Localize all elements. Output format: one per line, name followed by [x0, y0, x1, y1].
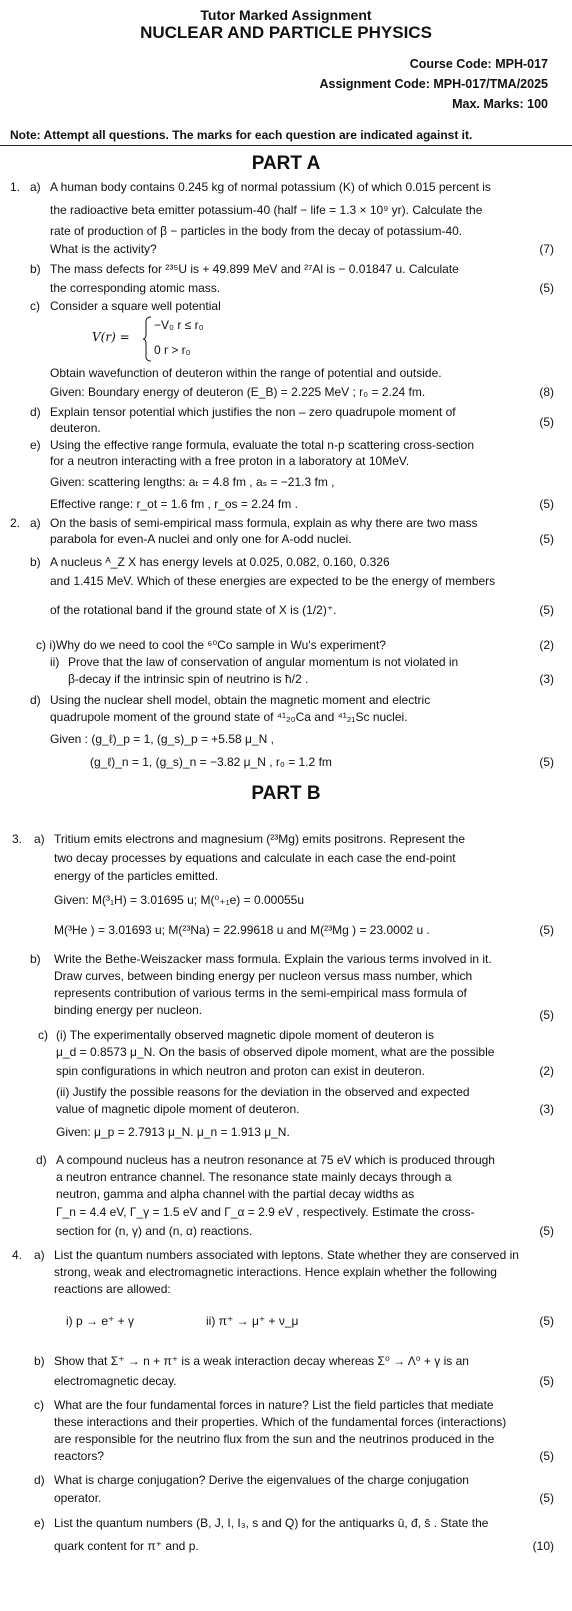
- q1d-line1: Explain tensor potential which justifies the non – zero quadrupole moment of: [50, 405, 456, 419]
- q1b-label: b): [30, 262, 41, 276]
- q3a-line3: energy of the particles emitted.: [54, 869, 219, 883]
- tma-heading: Tutor Marked Assignment: [200, 7, 372, 23]
- q3d-line4: Γ_n = 4.4 eV, Γ_γ = 1.5 eV and Γ_α = 2.9 eV , respectively. Estimate the cross-: [56, 1205, 475, 1219]
- q3b-line1: Write the Bethe-Weiszacker mass formula. Explain the various terms involved in it.: [54, 952, 492, 966]
- q4b-marks: (5): [539, 1374, 554, 1388]
- q4c-marks: (5): [539, 1449, 554, 1463]
- q3b-label: b): [30, 952, 41, 966]
- q3d-line3: neutron, gamma and alpha channel with the partial decay widths as: [56, 1187, 415, 1201]
- q1a-marks: (7): [539, 242, 554, 256]
- q2ci-line: c) i)Why do we need to cool the ⁶⁰Co sample in Wu's experiment?: [36, 638, 386, 652]
- q4a-line2: strong, weak and electromagnetic interactions. Hence explain whether the following: [54, 1265, 497, 1279]
- part-b-heading: PART B: [251, 783, 321, 804]
- q3c-label: c): [38, 1028, 48, 1042]
- q4e-marks: (10): [532, 1539, 554, 1553]
- q2b-marks: (5): [539, 603, 554, 617]
- q4a-marks: (5): [539, 1314, 554, 1328]
- q3d-marks: (5): [539, 1224, 554, 1238]
- q1-number: 1.: [10, 180, 21, 194]
- q2a-line2: parabola for even-A nuclei and only one for A-odd nuclei.: [50, 532, 352, 546]
- q4e-line1: List the quantum numbers (B, J, I, I₃, s and Q) for the antiquarks ū, đ, s̄ . State the: [54, 1516, 489, 1530]
- part-a-heading: PART A: [251, 153, 321, 174]
- q3ci-line2: μ_d = 0.8573 μ_N. On the basis of observed dipole moment, what are the possible: [56, 1045, 495, 1059]
- q1e-line2: for a neutron interacting with a free proton in a laboratory at 10MeV.: [50, 454, 410, 468]
- q4b-line2: electromagnetic decay.: [54, 1374, 177, 1388]
- q1c-marks: (8): [539, 385, 554, 399]
- q3-number: 3.: [12, 832, 23, 846]
- q1c-brace: [142, 316, 152, 362]
- q3ci-marks: (2): [539, 1064, 554, 1078]
- q1e-line1: Using the effective range formula, evaluate the total n-p scattering cross-section: [50, 438, 475, 452]
- q2a-marks: (5): [539, 532, 554, 546]
- q4d-marks: (5): [539, 1491, 554, 1505]
- q1b-marks: (5): [539, 281, 554, 295]
- q2cii-line2: β-decay if the intrinsic spin of neutrino is ħ/2 .: [68, 672, 309, 686]
- max-marks: Max. Marks: 100: [452, 97, 548, 111]
- q1a-label: a): [30, 180, 41, 194]
- q4e-label: e): [34, 1516, 45, 1530]
- q3d-line2: a neutron entrance channel. The resonance state mainly decays through a: [56, 1170, 452, 1184]
- q2b-label: b): [30, 555, 41, 569]
- q3a-marks: (5): [539, 923, 554, 937]
- q2cii-line1: Prove that the law of conservation of angular momentum is not violated in: [68, 655, 459, 669]
- q1e-label: e): [30, 438, 41, 452]
- q1c-case1: −V₀ r ≤ r₀: [154, 318, 204, 332]
- q1a-line3: rate of production of β − particles in the body from the decay of potassium-40.: [50, 224, 463, 238]
- q2b-line2: and 1.415 MeV. Which of these energies are expected to be the energy of members: [50, 574, 496, 588]
- q1b-line2: the corresponding atomic mass.: [50, 281, 221, 295]
- q3b-line3: represents contribution of various terms in the semi-empirical mass formula of: [54, 986, 467, 1000]
- q1d-label: d): [30, 405, 41, 419]
- q4b-line1: Show that Σ⁺ → n + π⁺ is a weak interaction decay whereas Σ⁰ → Λ⁰ + γ is an: [54, 1354, 469, 1368]
- q2d-line4: (g_ℓ)_n = 1, (g_s)_n = −3.82 μ_N , r₀ = 1.2 fm: [90, 755, 332, 769]
- q2cii-label: ii): [50, 655, 60, 669]
- q1b-line1: The mass defects for ²³⁵U is + 49.899 MeV and ²⁷Al is − 0.01847 u. Calculate: [50, 262, 459, 276]
- q4d-line2: operator.: [54, 1491, 102, 1505]
- q3a-line4: Given: M(³₁H) = 3.01695 u; M(⁰₊₁e) = 0.00055u: [54, 893, 305, 907]
- q4b-label: b): [34, 1354, 45, 1368]
- course-code: Course Code: MPH-017: [409, 57, 548, 71]
- header-divider: [0, 145, 572, 146]
- q1d-marks: (5): [539, 415, 554, 429]
- q1c-label: c): [30, 299, 40, 313]
- q1d-line2: deuteron.: [50, 421, 101, 435]
- q2d-line3: Given : (g_ℓ)_p = 1, (g_s)_p = +5.58 μ_N ,: [50, 732, 274, 746]
- q4c-line1: What are the four fundamental forces in nature? List the field particles that mediate: [54, 1398, 494, 1412]
- q3ci-line3: spin configurations in which neutron and proton can exist in deuteron.: [56, 1064, 425, 1078]
- q1e-line4: Effective range: r_ot = 1.6 fm , r_os = 2.24 fm .: [50, 497, 298, 511]
- q3ci-line1: (i) The experimentally observed magnetic dipole moment of deuteron is: [56, 1028, 434, 1042]
- q4d-label: d): [34, 1473, 45, 1487]
- q3a-label: a): [34, 832, 45, 846]
- q2-number: 2.: [10, 516, 21, 530]
- q3a-line2: two decay processes by equations and calculate in each case the end-point: [54, 851, 456, 865]
- q1c-line3: Given: Boundary energy of deuteron (E_B) = 2.225 MeV ; r₀ = 2.24 fm.: [50, 385, 426, 399]
- q3a-line5: M(³He ) = 3.01693 u; M(²³Na) = 22.99618 u and M(²³Mg ) = 23.0002 u .: [54, 923, 430, 937]
- q2d-line2: quadrupole moment of the ground state of ⁴¹₂₀Ca and ⁴¹₂₁Sc nuclei.: [50, 710, 408, 724]
- q4c-line2: these interactions and their properties. Which of the fundamental forces (interactions): [54, 1415, 507, 1429]
- q2b-line1: A nucleus ᴬ_Z X has energy levels at 0.025, 0.082, 0.160, 0.326: [50, 555, 390, 569]
- q4d-line1: What is charge conjugation? Derive the eigenvalues of the charge conjugation: [54, 1473, 469, 1487]
- q4a-reaction2: ii) π⁺ → μ⁺ + ν_μ: [206, 1314, 299, 1328]
- q3b-marks: (5): [539, 1008, 554, 1022]
- q2ci-marks: (2): [539, 638, 554, 652]
- q1e-line3: Given: scattering lengths: aₜ = 4.8 fm , aₛ = −21.3 fm ,: [50, 475, 335, 489]
- q1c-line1: Consider a square well potential: [50, 299, 221, 313]
- q4a-reaction1: i) p → e⁺ + γ: [66, 1314, 135, 1328]
- q4a-line3: reactions are allowed:: [54, 1282, 171, 1296]
- instructions-note: Note: Attempt all questions. The marks for each question are indicated against it.: [10, 128, 473, 142]
- q4c-label: c): [34, 1398, 44, 1412]
- q4c-line3: are responsible for the neutrino flux from the sun and the neutrinos produced in the: [54, 1432, 495, 1446]
- q3d-label: d): [36, 1153, 47, 1167]
- q3c-given: Given: μ_p = 2.7913 μ_N. μ_n = 1.913 μ_N.: [56, 1125, 290, 1139]
- q1c-case2: 0 r > r₀: [154, 343, 191, 357]
- assignment-code: Assignment Code: MPH-017/TMA/2025: [319, 77, 548, 91]
- q3a-line1: Tritium emits electrons and magnesium (²³Mg) emits positrons. Represent the: [54, 832, 466, 846]
- q3cii-line1: (ii) Justify the possible reasons for the deviation in the observed and expected: [56, 1085, 470, 1099]
- q1a-line4: What is the activity?: [50, 242, 157, 256]
- q4-number: 4.: [12, 1248, 23, 1262]
- q3d-line1: A compound nucleus has a neutron resonance at 75 eV which is produced through: [56, 1153, 495, 1167]
- q1c-potential-label: V(r) =: [92, 330, 130, 344]
- q1a-line2: the radioactive beta emitter potassium-40 (half − life = 1.3 × 10⁹ yr). Calculate the: [50, 203, 483, 217]
- q3b-line2: Draw curves, between binding energy per nucleon versus mass number, which: [54, 969, 473, 983]
- q4e-line2: quark content for π⁺ and p.: [54, 1539, 199, 1553]
- q3d-line5: section for (n, γ) and (n, α) reactions.: [56, 1224, 253, 1238]
- q2d-label: d): [30, 693, 41, 707]
- q2a-line1: On the basis of semi-empirical mass formula, explain as why there are two mass: [50, 516, 478, 530]
- course-title: NUCLEAR AND PARTICLE PHYSICS: [140, 23, 432, 42]
- q1c-line2: Obtain wavefunction of deuteron within the range of potential and outside.: [50, 366, 442, 380]
- q4c-line4: reactors?: [54, 1449, 105, 1463]
- q2d-line1: Using the nuclear shell model, obtain the magnetic moment and electric: [50, 693, 431, 707]
- q2cii-marks: (3): [539, 672, 554, 686]
- q2b-line3: of the rotational band if the ground state of X is (1/2)⁺.: [50, 603, 337, 617]
- q4a-label: a): [34, 1248, 45, 1262]
- q1a-line1: A human body contains 0.245 kg of normal potassium (K) of which 0.015 percent is: [50, 180, 491, 194]
- q2d-marks: (5): [539, 755, 554, 769]
- q1e-marks: (5): [539, 497, 554, 511]
- q3cii-line2: value of magnetic dipole moment of deuteron.: [56, 1102, 300, 1116]
- q2a-label: a): [30, 516, 41, 530]
- q4a-line1: List the quantum numbers associated with leptons. State whether they are conserved in: [54, 1248, 519, 1262]
- q3cii-marks: (3): [539, 1102, 554, 1116]
- q3b-line4: binding energy per nucleon.: [54, 1003, 203, 1017]
